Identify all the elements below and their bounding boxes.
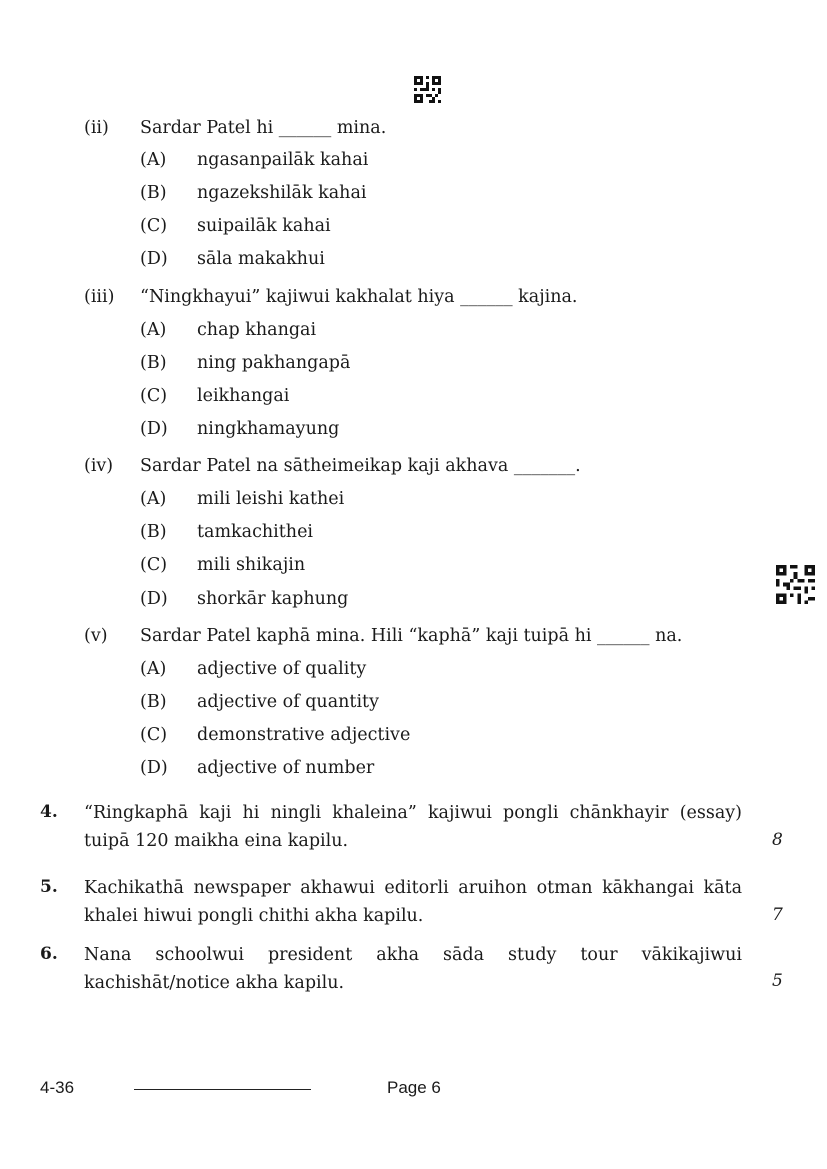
- subquestion-stem: Sardar Patel hi ______ mina.: [140, 118, 387, 138]
- question-text-line: khalei hiwui pongli chithi akha kapilu.: [84, 906, 424, 926]
- option-text: adjective of quality: [197, 659, 367, 679]
- subquestion-stem: “Ningkhayui” kajiwui kakhalat hiya ______ kajina.: [140, 287, 578, 307]
- subquestion-number: (ii): [84, 118, 109, 138]
- question-number: 6.: [40, 944, 58, 964]
- option-text: ngasanpailāk kahai: [197, 150, 369, 170]
- question-number: 4.: [40, 802, 58, 822]
- question-text-line: Nana schoolwui president akha sāda study tour vākikajiwui: [84, 945, 742, 965]
- option-label: (D): [140, 249, 168, 269]
- option-label: (C): [140, 216, 168, 236]
- option-text: adjective of quantity: [197, 692, 379, 712]
- option-label: (A): [140, 320, 167, 340]
- option-label: (B): [140, 353, 167, 373]
- question-text-line: Kachikathā newspaper akhawui editorli aruihon otman kākhangai kāta: [84, 878, 742, 898]
- option-text: suipailāk kahai: [197, 216, 331, 236]
- option-text: mili shikajin: [197, 555, 306, 575]
- option-text: adjective of number: [197, 758, 375, 778]
- option-text: ning pakhangapā: [197, 353, 351, 373]
- question-text-line: kachishāt/notice akha kapilu.: [84, 973, 345, 993]
- subquestion-number: (iv): [84, 456, 114, 476]
- question-text-line: “Ringkaphā kaji hi ningli khaleina” kajiwui pongli chānkhayir (essay): [84, 803, 742, 823]
- option-label: (C): [140, 386, 168, 406]
- question-text: [84, 799, 742, 855]
- option-text: ningkhamayung: [197, 419, 340, 439]
- footer-divider: [134, 1089, 311, 1090]
- option-label: (C): [140, 555, 168, 575]
- option-text: ngazekshilāk kahai: [197, 183, 367, 203]
- side-qr-code-icon: [776, 565, 815, 604]
- option-label: (A): [140, 659, 167, 679]
- option-label: (B): [140, 522, 167, 542]
- option-label: (D): [140, 589, 168, 609]
- option-label: (B): [140, 692, 167, 712]
- option-text: sāla makakhui: [197, 249, 325, 269]
- option-text: mili leishi kathei: [197, 489, 345, 509]
- option-label: (C): [140, 725, 168, 745]
- question-marks: 7: [772, 905, 783, 925]
- subquestion-stem: Sardar Patel kaphā mina. Hili “kaphā” kaji tuipā hi ______ na.: [140, 626, 683, 646]
- question-marks: 8: [772, 830, 783, 850]
- option-label: (A): [140, 150, 167, 170]
- option-label: (D): [140, 419, 168, 439]
- subquestion-stem: Sardar Patel na sātheimeikap kaji akhava _______.: [140, 456, 581, 476]
- option-label: (D): [140, 758, 168, 778]
- option-label: (B): [140, 183, 167, 203]
- question-text: [84, 941, 742, 997]
- top-qr-code-icon: [414, 76, 441, 103]
- subquestion-number: (v): [84, 626, 108, 646]
- option-text: demonstrative adjective: [197, 725, 411, 745]
- option-text: shorkār kaphung: [197, 589, 349, 609]
- question-marks: 5: [772, 971, 783, 991]
- subquestion-number: (iii): [84, 287, 115, 307]
- paper-code: 4-36: [40, 1078, 75, 1097]
- page-number: Page 6: [387, 1078, 441, 1097]
- option-text: tamkachithei: [197, 522, 314, 542]
- question-text-line: tuipā 120 maikha eina kapilu.: [84, 831, 349, 851]
- question-text: [84, 874, 742, 930]
- question-number: 5.: [40, 877, 58, 897]
- option-label: (A): [140, 489, 167, 509]
- option-text: leikhangai: [197, 386, 290, 406]
- option-text: chap khangai: [197, 320, 317, 340]
